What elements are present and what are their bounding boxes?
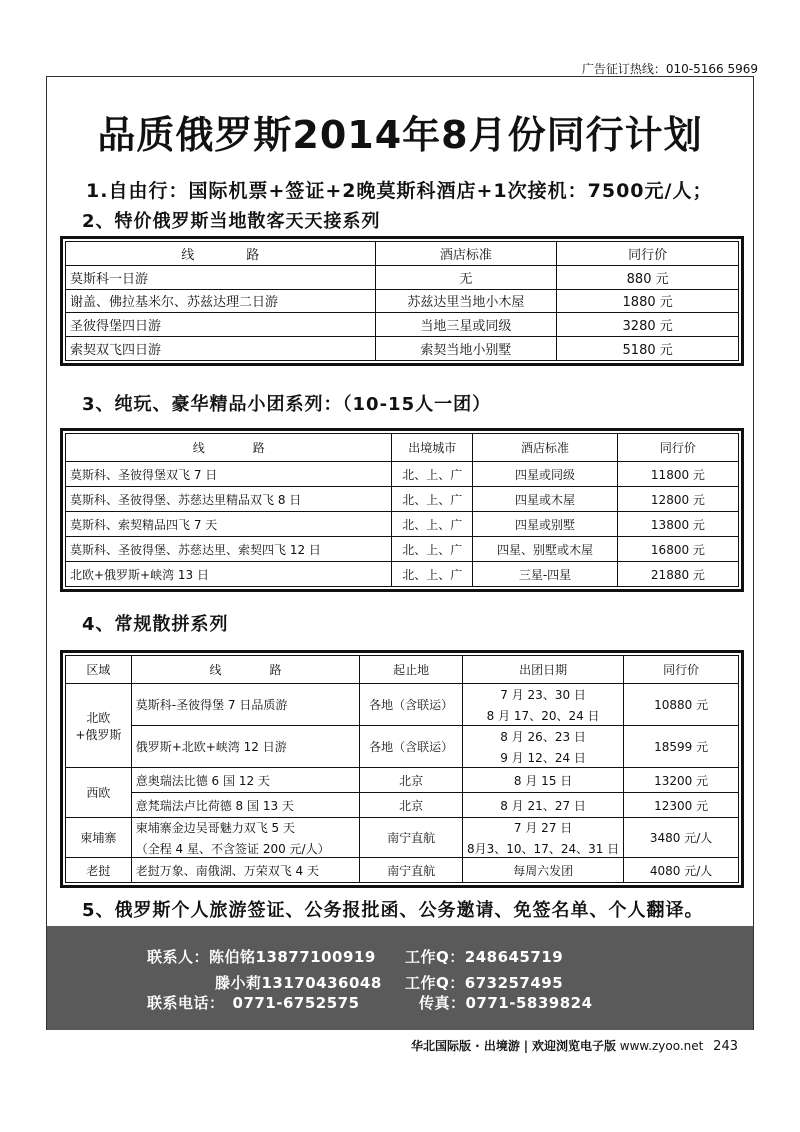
table-3	[65, 433, 739, 587]
contact-qq-1: 工作Q：248645719	[405, 948, 564, 966]
t3-city: 北、上、广	[392, 562, 473, 587]
t2-route: 莫斯科一日游	[66, 265, 376, 289]
contact-qq-2: 工作Q：673257495	[405, 974, 564, 992]
table-row	[66, 289, 739, 313]
section-1-freetravel: 1.自由行：国际机票+签证+2晚莫斯科酒店+1次接机：7500元/人；	[86, 180, 713, 202]
t4-dates	[463, 818, 624, 858]
t2-price: 880 元	[557, 265, 739, 289]
table-row	[66, 487, 739, 512]
t2-route: 索契双飞四日游	[66, 337, 376, 361]
t3-hotel: 四星、别墅或木屋	[473, 537, 618, 562]
route-line: 柬埔寨金边吴哥魅力双飞 5 天	[135, 820, 295, 835]
table-row	[66, 337, 739, 361]
t4-region-laos: 老挝	[66, 858, 132, 883]
section-2-heading: 2、特价俄罗斯当地散客天天接系列	[82, 211, 381, 232]
t4-price: 10880 元	[624, 684, 739, 726]
t4-route: 意奥瑞法比德 6 国 12 天	[131, 768, 359, 793]
t4-price: 3480 元/人	[624, 818, 739, 858]
t2-header-route: 线 路	[66, 242, 376, 266]
t3-route: 莫斯科、圣彼得堡双飞 7 日	[66, 462, 392, 487]
table-row	[66, 462, 739, 487]
t2-header-price: 同行价	[557, 242, 739, 266]
t4-from: 各地（含联运）	[360, 726, 463, 768]
t3-hotel: 四星或别墅	[473, 512, 618, 537]
footer-brand: 华北国际版 · 出境游	[410, 1039, 520, 1053]
t2-route: 圣彼得堡四日游	[66, 313, 376, 337]
ad-hotline: 广告征订热线：010-5166 5969	[581, 62, 758, 76]
t4-from: 各地（含联运）	[360, 684, 463, 726]
t3-city: 北、上、广	[392, 487, 473, 512]
t3-price: 16800 元	[617, 537, 738, 562]
t4-from: 北京	[360, 768, 463, 793]
table-row	[66, 265, 739, 289]
t4-header-from: 起止地	[360, 656, 463, 684]
date-line: 9 月 12、24 日	[500, 750, 586, 765]
t4-header-region: 区域	[66, 656, 132, 684]
contact-band	[47, 926, 753, 1030]
t2-header-hotel: 酒店标准	[375, 242, 557, 266]
t3-header-hotel: 酒店标准	[473, 434, 618, 462]
t3-price: 12800 元	[617, 487, 738, 512]
t2-hotel: 索契当地小别墅	[375, 337, 557, 361]
table-row	[66, 537, 739, 562]
footer-slogan: 欢迎浏览电子版	[531, 1039, 616, 1053]
table-row	[66, 793, 739, 818]
t4-region-western-europe: 西欧	[66, 768, 132, 818]
section-4-heading: 4、常规散拼系列	[82, 614, 229, 635]
t4-price: 13200 元	[624, 768, 739, 793]
t2-hotel: 当地三星或同级	[375, 313, 557, 337]
t4-route: 莫斯科-圣彼得堡 7 日品质游	[131, 684, 359, 726]
page-title: 品质俄罗斯2014年8月份同行计划	[97, 113, 703, 157]
date-line: 8 月 26、23 日	[500, 729, 586, 744]
t4-dates: 8 月 15 日	[463, 768, 624, 793]
section-5-visa: 5、俄罗斯个人旅游签证、公务报批函、公务邀请、免签名单、个人翻译。	[82, 900, 704, 921]
page-footer	[411, 1037, 738, 1054]
t3-header-route: 线 路	[66, 434, 392, 462]
t4-header-price: 同行价	[624, 656, 739, 684]
t2-hotel: 苏兹达里当地小木屋	[375, 289, 557, 313]
t4-route: 老挝万象、南俄湖、万荣双飞 4 天	[131, 858, 359, 883]
date-line: 8月3、10、17、24、31 日	[467, 841, 620, 856]
t3-city: 北、上、广	[392, 512, 473, 537]
table-row	[66, 684, 739, 726]
footer-separator: |	[523, 1039, 529, 1053]
t2-price: 3280 元	[557, 313, 739, 337]
t3-route: 北欧+俄罗斯+峡湾 13 日	[66, 562, 392, 587]
t3-route: 莫斯科、圣彼得堡、苏慈达里、索契四飞 12 日	[66, 537, 392, 562]
table-3-box	[60, 428, 744, 592]
t4-dates: 8 月 21、27 日	[463, 793, 624, 818]
footer-url[interactable]: www.zyoo.net	[619, 1039, 704, 1053]
t4-route	[131, 818, 359, 858]
t4-from: 北京	[360, 793, 463, 818]
section-3-heading: 3、纯玩、豪华精品小团系列：（10-15人一团）	[82, 394, 492, 415]
t3-hotel: 四星或同级	[473, 462, 618, 487]
table-4	[65, 655, 739, 883]
t3-header-city: 出境城市	[392, 434, 473, 462]
t4-dates	[463, 726, 624, 768]
t4-route: 意梵瑞法卢比荷德 8 国 13 天	[131, 793, 359, 818]
t3-price: 13800 元	[617, 512, 738, 537]
t3-price: 11800 元	[617, 462, 738, 487]
table-row	[66, 858, 739, 883]
contact-person-2: 滕小莉13170436048	[215, 974, 382, 992]
t4-price: 4080 元/人	[624, 858, 739, 883]
t3-city: 北、上、广	[392, 462, 473, 487]
table-row	[66, 726, 739, 768]
table-row	[66, 512, 739, 537]
t4-header-dates: 出团日期	[463, 656, 624, 684]
table-2-box	[60, 236, 744, 366]
t3-city: 北、上、广	[392, 537, 473, 562]
t3-route: 莫斯科、索契精品四飞 7 天	[66, 512, 392, 537]
t4-dates	[463, 684, 624, 726]
contact-phone: 联系电话： 0771-6752575	[147, 994, 360, 1012]
table-row	[66, 768, 739, 793]
t4-price: 12300 元	[624, 793, 739, 818]
t3-route: 莫斯科、圣彼得堡、苏慈达里精品双飞 8 日	[66, 487, 392, 512]
date-line: 7 月 23、30 日	[500, 687, 586, 702]
t3-hotel: 四星或木屋	[473, 487, 618, 512]
region-line: 北欧	[86, 710, 111, 725]
t4-price: 18599 元	[624, 726, 739, 768]
t3-hotel: 三星-四星	[473, 562, 618, 587]
table-row	[66, 818, 739, 858]
t4-region-cambodia: 柬埔寨	[66, 818, 132, 858]
t4-header-route: 线 路	[131, 656, 359, 684]
t2-hotel: 无	[375, 265, 557, 289]
route-note: （全程 4 星、不含签证 200 元/人）	[135, 841, 330, 856]
table-2	[65, 241, 739, 361]
table-row	[66, 562, 739, 587]
region-line: +俄罗斯	[75, 727, 122, 742]
t2-price: 1880 元	[557, 289, 739, 313]
table-row	[66, 313, 739, 337]
t4-region-nordic	[66, 684, 132, 768]
t2-price: 5180 元	[557, 337, 739, 361]
t4-from: 南宁直航	[360, 818, 463, 858]
t2-route: 谢盖、佛拉基米尔、苏兹达理二日游	[66, 289, 376, 313]
page-number: 243	[713, 1039, 738, 1054]
contact-fax: 传真：0771-5839824	[419, 994, 593, 1012]
date-line: 8 月 17、20、24 日	[486, 708, 600, 723]
t4-dates: 每周六发团	[463, 858, 624, 883]
date-line: 7 月 27 日	[513, 820, 573, 835]
t3-price: 21880 元	[617, 562, 738, 587]
t4-route: 俄罗斯+北欧+峡湾 12 日游	[131, 726, 359, 768]
t3-header-price: 同行价	[617, 434, 738, 462]
contact-person-1: 联系人：陈伯铭13877100919	[147, 948, 376, 966]
table-4-box	[60, 650, 744, 888]
t4-from: 南宁直航	[360, 858, 463, 883]
